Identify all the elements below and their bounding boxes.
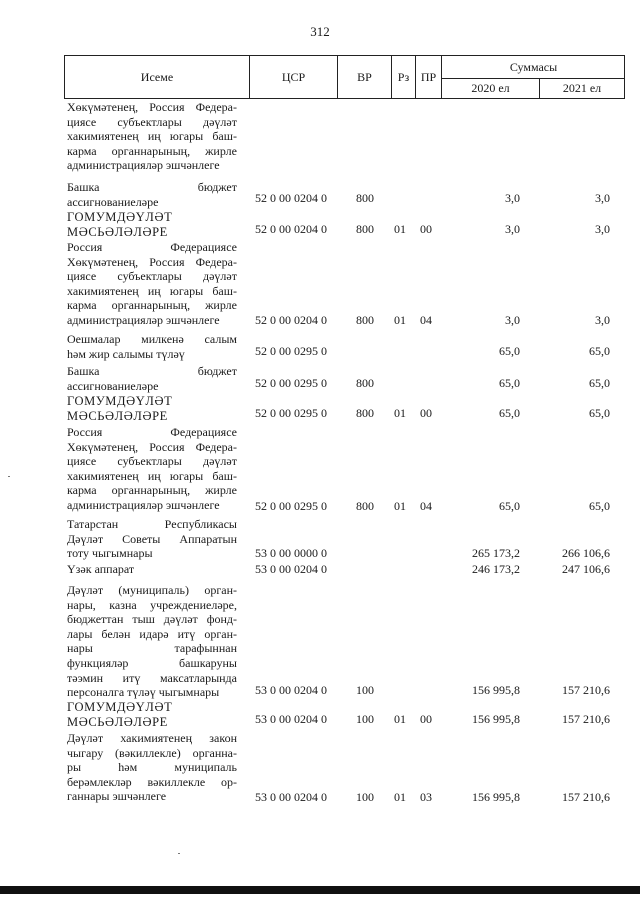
row-name-line: Дәүләт хакимиятенең закон — [67, 731, 237, 745]
row-name-line: ассигнованиеләре — [67, 378, 159, 393]
cell-2021: 3,0 — [595, 313, 610, 327]
row-name — [67, 364, 237, 393]
row-name-line: циясе субъектлары дәүләт — [67, 114, 237, 129]
cell-rz: 01 — [394, 313, 406, 327]
cell-2020: 3,0 — [505, 313, 520, 327]
row-name-line: ры һәм муниципаль — [67, 760, 237, 775]
cell-vr: 100 — [356, 790, 374, 804]
cell-rz: 01 — [394, 712, 406, 726]
row-name-line: тоту чыгымнары — [67, 546, 153, 561]
row-name-line: Хөкүмәтенең, Россия Федера- — [67, 100, 237, 114]
cell-2021: 247 106,6 — [562, 562, 610, 576]
column-header-sums — [442, 56, 625, 98]
cell-2021: 157 210,6 — [562, 790, 610, 804]
row-name-line: Хөкүмәтенең, Россия Федера- — [67, 439, 237, 454]
column-header-csr: ЦСР — [250, 56, 338, 98]
row-name-line: ганнары эшчәнлеге — [67, 789, 167, 804]
cell-2020: 156 995,8 — [472, 683, 520, 697]
column-header-2021: 2021 ел — [562, 81, 602, 95]
cell-pr: 00 — [420, 406, 432, 420]
scan-speck — [178, 853, 180, 854]
cell-pr: 04 — [420, 313, 432, 327]
row-name-line: МӘСЬӘЛӘЛӘРЕ — [67, 224, 168, 239]
cell-vr: 800 — [356, 406, 374, 420]
row-name — [67, 180, 237, 209]
row-name — [67, 240, 237, 328]
cell-2020: 65,0 — [499, 499, 520, 513]
row-name-line: хакимиятенең иң югары баш- — [67, 283, 237, 298]
cell-2020: 156 995,8 — [472, 712, 520, 726]
row-name-line: Башка бюджет — [67, 180, 237, 194]
row-name — [67, 394, 237, 423]
row-name-line: Үзәк аппарат — [67, 562, 135, 576]
row-name-line: хакимиятенең иң югары баш- — [67, 468, 237, 483]
row-name-line: берәмлекләр вәкиллекле ор- — [67, 774, 237, 789]
cell-csr: 52 0 00 0204 0 — [255, 313, 327, 327]
row-name-line: персоналга түләү чыгымнары — [67, 685, 220, 700]
cell-csr: 52 0 00 0204 0 — [255, 191, 327, 205]
row-name-line: карма органнарының, жирле — [67, 483, 237, 498]
column-header-pr: ПР — [416, 56, 442, 98]
row-name-line: администрацияләр эшчәнлеге — [67, 312, 220, 327]
cell-pr: 03 — [420, 790, 432, 804]
cell-pr: 00 — [420, 222, 432, 236]
row-name-line: карма органнарының, жирле — [67, 298, 237, 313]
column-header-rz: Рз — [392, 56, 416, 98]
cell-vr: 800 — [356, 222, 374, 236]
column-header-2020: 2020 ел — [442, 78, 540, 99]
row-name-line: нары тарафыннан — [67, 641, 237, 656]
cell-rz: 01 — [394, 406, 406, 420]
cell-2021: 65,0 — [589, 344, 610, 358]
row-name-line: бюджеттан тыш дәүләт фонд- — [67, 612, 237, 627]
row-name — [67, 332, 237, 361]
table-header — [64, 55, 625, 99]
row-name — [67, 731, 237, 804]
row-name — [67, 210, 237, 239]
cell-2021: 3,0 — [595, 222, 610, 236]
row-name-line: Дәүләт (муниципаль) орган- — [67, 583, 237, 597]
cell-2020: 3,0 — [505, 222, 520, 236]
column-header-name: Исеме — [65, 56, 250, 98]
row-name-line: хакимиятенең иң югары баш- — [67, 129, 237, 144]
cell-2021: 157 210,6 — [562, 683, 610, 697]
row-name — [67, 700, 237, 729]
cell-csr: 52 0 00 0295 0 — [255, 406, 327, 420]
row-name-line: МӘСЬӘЛӘЛӘРЕ — [67, 714, 168, 729]
cell-vr: 800 — [356, 191, 374, 205]
cell-2020: 265 173,2 — [472, 546, 520, 560]
cell-vr: 800 — [356, 499, 374, 513]
row-name — [67, 425, 237, 513]
row-name — [67, 517, 237, 561]
cell-2021: 3,0 — [595, 191, 610, 205]
cell-csr: 52 0 00 0295 0 — [255, 344, 327, 358]
cell-csr: 52 0 00 0295 0 — [255, 499, 327, 513]
cell-pr: 04 — [420, 499, 432, 513]
row-name-line: администрацияләр эшчәнлеге — [67, 158, 220, 173]
cell-csr: 53 0 00 0204 0 — [255, 790, 327, 804]
cell-2020: 156 995,8 — [472, 790, 520, 804]
cell-2020: 65,0 — [499, 376, 520, 390]
row-name-line: ГОМУМДӘҮЛӘТ — [67, 700, 173, 714]
row-name-line: Татарстан Республикасы — [67, 517, 237, 531]
cell-2021: 157 210,6 — [562, 712, 610, 726]
row-name — [67, 583, 237, 700]
scan-edge-bar — [0, 886, 640, 894]
cell-rz: 01 — [394, 790, 406, 804]
row-name-line: администрацияләр эшчәнлеге — [67, 497, 220, 512]
row-name — [67, 100, 237, 173]
cell-vr: 100 — [356, 712, 374, 726]
row-name-line: Хөкүмәтенең, Россия Федера- — [67, 254, 237, 269]
row-name — [67, 562, 237, 577]
cell-vr: 100 — [356, 683, 374, 697]
row-name-line: карма органнарының, жирле — [67, 143, 237, 158]
cell-rz: 01 — [394, 499, 406, 513]
row-name-line: Башка бюджет — [67, 364, 237, 378]
row-name-line: һәм жир салымы түләү — [67, 346, 185, 361]
row-name-line: чыгару (вәкиллекле) органна- — [67, 745, 237, 760]
row-name-line: Россия Федерациясе — [67, 240, 237, 254]
cell-2021: 65,0 — [589, 499, 610, 513]
cell-2020: 3,0 — [505, 191, 520, 205]
cell-csr: 53 0 00 0000 0 — [255, 546, 327, 560]
row-name-line: ассигнованиеләре — [67, 194, 159, 209]
cell-vr: 800 — [356, 313, 374, 327]
cell-csr: 53 0 00 0204 0 — [255, 712, 327, 726]
cell-csr: 53 0 00 0204 0 — [255, 683, 327, 697]
row-name-line: циясе субъектлары дәүләт — [67, 454, 237, 469]
cell-csr: 52 0 00 0204 0 — [255, 222, 327, 236]
row-name-line: МӘСЬӘЛӘЛӘРЕ — [67, 408, 168, 423]
cell-2020: 65,0 — [499, 406, 520, 420]
row-name-line: Оешмалар милкенә салым — [67, 332, 237, 346]
column-header-vr: ВР — [338, 56, 392, 98]
cell-csr: 52 0 00 0295 0 — [255, 376, 327, 390]
column-header-sums-label: Суммасы — [442, 56, 625, 79]
cell-2020: 246 173,2 — [472, 562, 520, 576]
cell-2021: 266 106,6 — [562, 546, 610, 560]
cell-vr: 800 — [356, 376, 374, 390]
row-name-line: Россия Федерациясе — [67, 425, 237, 439]
row-name-line: ГОМУМДӘҮЛӘТ — [67, 394, 173, 408]
row-name-line: циясе субъектлары дәүләт — [67, 269, 237, 284]
cell-2020: 65,0 — [499, 344, 520, 358]
row-name-line: нары, казна учреждениеләре, — [67, 597, 237, 612]
row-name-line: лары белән идарә итү орган- — [67, 626, 237, 641]
row-name-line: ГОМУМДӘҮЛӘТ — [67, 210, 173, 224]
row-name-line: тәэмин итү максатларында — [67, 670, 237, 685]
page-number: 312 — [310, 24, 330, 39]
cell-pr: 00 — [420, 712, 432, 726]
row-name-line: функцияләр башкаруны — [67, 655, 237, 670]
cell-rz: 01 — [394, 222, 406, 236]
cell-csr: 53 0 00 0204 0 — [255, 562, 327, 576]
row-name-line: Дәүләт Советы Аппаратын — [67, 531, 237, 546]
scan-speck — [8, 476, 10, 477]
cell-2021: 65,0 — [589, 406, 610, 420]
cell-2021: 65,0 — [589, 376, 610, 390]
